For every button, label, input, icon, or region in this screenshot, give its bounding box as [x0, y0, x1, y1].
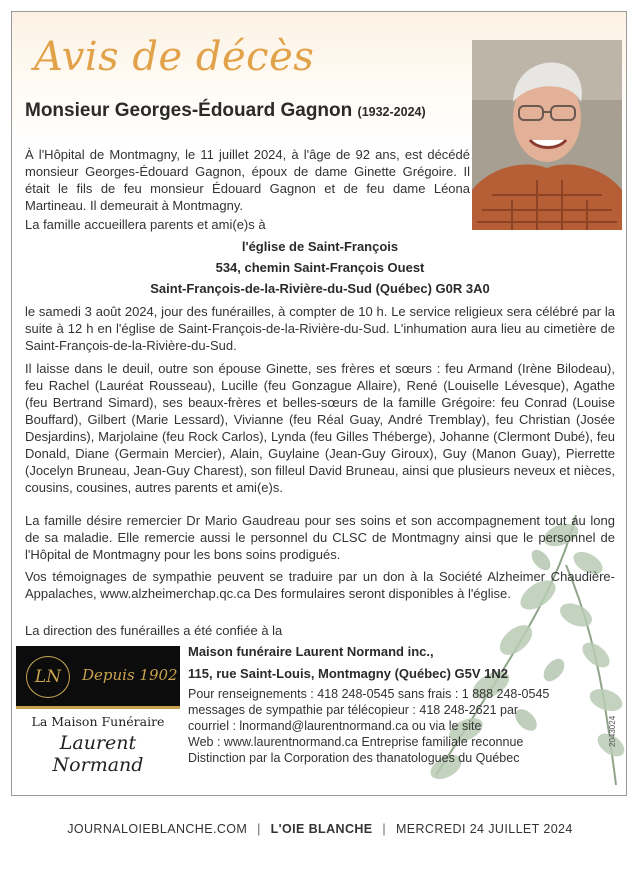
donation-paragraph: Vos témoignages de sympathie peuvent se traduire par un don à la Société Alzheimer Chaudière-Appalaches, www.alzheimerchap.qc.ca Des formulaires seront disponibles à l'église. [25, 569, 615, 601]
deceased-full-name: Monsieur Georges-Édouard Gagnon [25, 100, 353, 121]
direction-paragraph: La direction des funérailles a été confiée à la [25, 623, 283, 638]
thanks-paragraph: La famille désire remercier Dr Mario Gaudreau pour ses soins et son accompagnement tout au long de sa maladie. Elle remercie aussi le personnel du CLSC de Montmagny ainsi que le personnel de l'Hôpital de Montmagny pour les bons soins prodigués. [25, 513, 615, 562]
footer-paper-name: L'OIE BLANCHE [270, 822, 373, 836]
funeral-home-fax: messages de sympathie par télécopieur : 418 248-2621 par [188, 703, 519, 717]
family-paragraph: Il laisse dans le deuil, outre son épouse Ginette, ses frères et sœurs : feu Armand (Irène Bilodeau), feu Rachel (Lauréat Rousseau), Lucille (feu Gonzague Allaire), René (Louiselle Lévesque), Agathe (feu Bertrand Simard), ses beaux-frères et belles-sœurs de la famille Grégoire: feu Conrad (Louise Bouffard), Gilbert (Marie Lessard), Vivianne (feu Réal Guay, André Tremblay), feu Christian (Josée Desjardins), Marjolaine (feu Rock Carlos), Lynda (feu Gilles Théberge), Johanne (Clermont Dubé), feu Donald, Diane (Germain Mercier), Alain, Guylaine (Jean-Guy Giroux), Guy (Manon Guay), Pierrette (Jocelyn Bruneau, Jean-Guy Charest), son filleul David Bruneau, ainsi que plusieurs neveux et nièces, cousins, cousines, autres parents et ami(e)s. [25, 361, 615, 495]
funeral-home-email: courriel : lnormand@laurentnormand.ca ou via le site [188, 719, 482, 733]
funeral-home-phone: Pour renseignements : 418 248-0545 sans frais : 1 888 248-0545 [188, 687, 550, 701]
logo-since: Depuis 1902 [82, 666, 178, 684]
obituary-frame [11, 11, 627, 796]
logo-gold-rule [16, 706, 180, 709]
funeral-home-name: Maison funéraire Laurent Normand inc., [188, 644, 434, 659]
welcome-paragraph: La famille accueillera parents et ami(e)s à [25, 217, 266, 232]
footer-separator: | [257, 822, 261, 836]
funeral-home-distinction: Distinction par la Corporation des thanatologues du Québec [188, 751, 520, 765]
funeral-home-address: 115, rue Saint-Louis, Montmagny (Québec) G5V 1N2 [188, 666, 509, 681]
intro-paragraph: À l'Hôpital de Montmagny, le 11 juillet 2024, à l'âge de 92 ans, est décédé monsieur Georges-Édouard Gagnon, époux de dame Ginette Grégoire. Il était le fils de feu monsieur Édouard Gagnon et de feu dame Léona Martineau. Il demeurait à Montmagny. [25, 147, 470, 213]
logo-maison-text: La Maison Funéraire [31, 714, 165, 729]
service-paragraph: le samedi 3 août 2024, jour des funérailles, à compter de 10 h. Le service religieux sera célébré par la suite à 12 h en l'église de Saint-François-de-la-Rivière-du-Sud. L'inhumation aura lieu au cimetière de Saint-François-de-la-Rivière-du-Sud. [25, 304, 615, 353]
notice-title: Avis de décès [34, 34, 315, 80]
location-street: 534, chemin Saint-François Ouest [215, 260, 425, 275]
footer-site: JOURNALOIEBLANCHE.COM [67, 822, 248, 836]
logo-monogram: LN [26, 656, 70, 698]
logo-name-text: Laurent Normand [52, 732, 144, 776]
location-church: l'église de Saint-François [241, 239, 399, 254]
footer-date: MERCREDI 24 JUILLET 2024 [395, 822, 573, 836]
location-city: Saint-François-de-la-Rivière-du-Sud (Québec) G0R 3A0 [150, 281, 490, 296]
deceased-years: (1932-2024) [357, 105, 426, 119]
funeral-home-logo [16, 646, 180, 706]
funeral-home-web: Web : www.laurentnormand.ca Entreprise familiale reconnue [188, 735, 524, 749]
ad-code: 2043024 [608, 715, 617, 747]
deceased-name [25, 100, 426, 122]
portrait-photo [472, 40, 622, 230]
page-footer [0, 822, 640, 836]
footer-separator: | [382, 822, 387, 836]
